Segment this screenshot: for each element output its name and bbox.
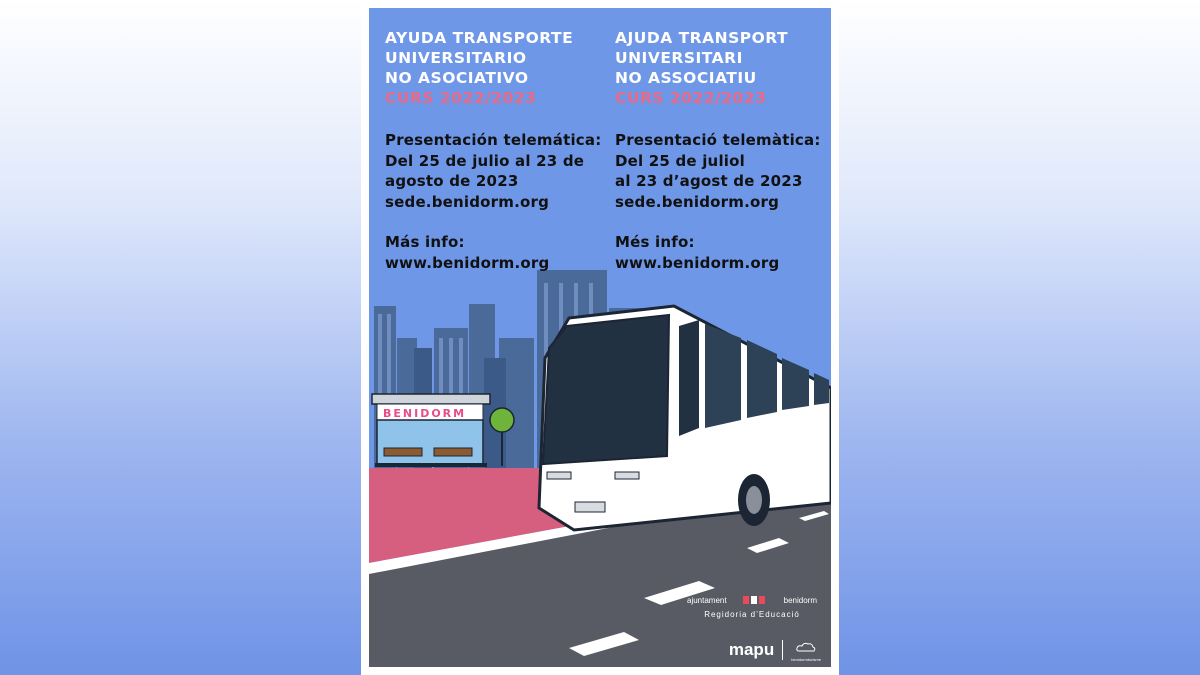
spanish-title-line: AYUDA TRANSPORTE xyxy=(385,29,574,47)
spanish-presentation-line: Presentación telemática: xyxy=(385,131,602,149)
valencian-title-line: NO ASSOCIATIU xyxy=(615,69,757,87)
spanish-curs: CURS 2022/2023 xyxy=(385,89,537,107)
valencian-presentation-line: Presentació telemàtica: xyxy=(615,131,821,149)
spanish-title-line: UNIVERSITARIO xyxy=(385,49,527,67)
valencian-info-link[interactable]: www.benidorm.org xyxy=(615,253,780,272)
valencian-presentation-link[interactable]: sede.benidorm.org xyxy=(615,192,780,211)
bus xyxy=(539,306,831,530)
spanish-column xyxy=(385,28,610,273)
valencian-column xyxy=(615,28,831,273)
valencian-title-line: AJUDA TRANSPORT xyxy=(615,29,789,47)
spanish-presentation-line: agosto de 2023 xyxy=(385,172,519,190)
valencian-info-label: Més info: xyxy=(615,233,695,251)
valencian-curs: CURS 2022/2023 xyxy=(615,89,767,107)
benidorm-turisme-label: benidormturisme xyxy=(791,657,821,662)
regidoria-label: Regidoria d’Educació xyxy=(704,610,800,619)
bus-stop-sign-text: BENIDORM xyxy=(383,407,467,420)
valencian-presentation-line: al 23 d’agost de 2023 xyxy=(615,172,803,190)
ajuntament-logo xyxy=(687,594,817,619)
spanish-presentation-line: Del 25 de julio al 23 de xyxy=(385,151,585,170)
poster xyxy=(369,8,831,667)
spanish-info-link[interactable]: www.benidorm.org xyxy=(385,253,550,272)
cloud-logo-icon xyxy=(795,641,817,653)
valencian-presentation-line: Del 25 de juliol xyxy=(615,151,745,170)
spanish-title-line: NO ASOCIATIVO xyxy=(385,69,529,87)
ajuntament-label: ajuntament xyxy=(687,595,727,605)
valencian-title-line: UNIVERSITARI xyxy=(615,49,743,67)
spanish-info-label: Más info: xyxy=(385,233,465,251)
footer-logos xyxy=(729,638,821,662)
benidorm-label: benidorm xyxy=(783,595,817,605)
spanish-presentation-link[interactable]: sede.benidorm.org xyxy=(385,192,550,211)
logo-divider xyxy=(782,640,783,660)
benidorm-logo-icon xyxy=(742,594,768,606)
mapu-logo: mapu xyxy=(728,640,775,659)
